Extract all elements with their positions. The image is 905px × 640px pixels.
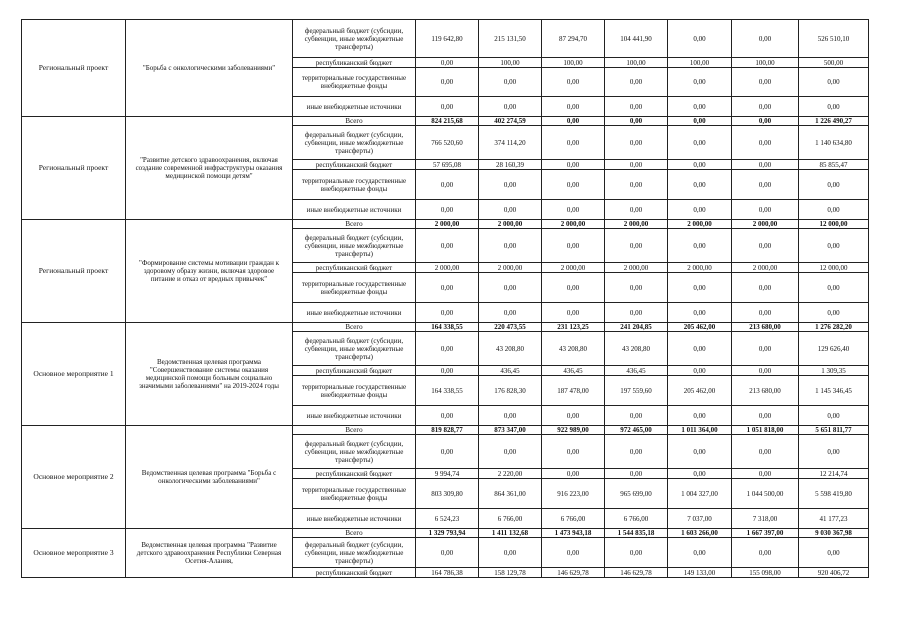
program-name-cell: Ведомственная целевая программа "Борьба с онкологическими заболеваниями" — [126, 426, 293, 529]
amount-cell: 0,00 — [416, 68, 479, 97]
amount-cell: 6 524,23 — [416, 509, 479, 529]
total-amount-cell: 5 651 811,77 — [799, 426, 869, 435]
amount-cell: 0,00 — [732, 469, 799, 479]
table-row — [22, 20, 869, 58]
amount-cell: 2 220,00 — [479, 469, 542, 479]
funding-source-cell: иные внебюджетные источники — [293, 97, 416, 117]
amount-cell: 2 000,00 — [668, 263, 732, 273]
total-amount-cell: 0,00 — [799, 538, 869, 568]
amount-cell: 146 629,78 — [542, 568, 605, 578]
amount-cell: 0,00 — [668, 435, 732, 469]
amount-cell: 2 000,00 — [732, 220, 799, 229]
amount-cell: 176 828,30 — [479, 376, 542, 406]
amount-cell: 0,00 — [479, 97, 542, 117]
amount-cell: 0,00 — [542, 68, 605, 97]
amount-cell: 803 309,80 — [416, 479, 479, 509]
funding-source-cell: Всего — [293, 323, 416, 332]
amount-cell: 0,00 — [479, 303, 542, 323]
amount-cell: 220 473,55 — [479, 323, 542, 332]
amount-cell: 0,00 — [542, 469, 605, 479]
amount-cell: 436,45 — [479, 366, 542, 376]
amount-cell: 104 441,90 — [605, 20, 668, 58]
amount-cell: 0,00 — [668, 406, 732, 426]
amount-cell: 0,00 — [668, 273, 732, 303]
amount-cell: 205 462,00 — [668, 323, 732, 332]
amount-cell: 100,00 — [605, 58, 668, 68]
amount-cell: 2 000,00 — [416, 220, 479, 229]
amount-cell: 6 766,00 — [605, 509, 668, 529]
amount-cell: 0,00 — [605, 200, 668, 220]
amount-cell: 43 208,80 — [479, 332, 542, 366]
amount-cell: 0,00 — [732, 200, 799, 220]
amount-cell: 374 114,20 — [479, 126, 542, 160]
amount-cell: 0,00 — [668, 97, 732, 117]
program-name-cell: "Развитие детского здравоохранения, включая создание современной инфраструктуры оказания медицинской помощи детям" — [126, 117, 293, 220]
amount-cell: 0,00 — [416, 366, 479, 376]
amount-cell: 0,00 — [479, 229, 542, 263]
amount-cell: 0,00 — [732, 20, 799, 58]
amount-cell: 1 667 397,00 — [732, 529, 799, 538]
amount-cell: 213 680,00 — [732, 323, 799, 332]
total-amount-cell: 41 177,23 — [799, 509, 869, 529]
total-amount-cell: 1 145 346,45 — [799, 376, 869, 406]
activity-type-cell: Региональный проект — [22, 20, 126, 117]
amount-cell: 164 338,55 — [416, 376, 479, 406]
activity-type-cell: Региональный проект — [22, 117, 126, 220]
funding-source-cell: иные внебюджетные источники — [293, 200, 416, 220]
funding-source-cell: Всего — [293, 220, 416, 229]
funding-source-cell: территориальные государственные внебюджетные фонды — [293, 479, 416, 509]
amount-cell: 0,00 — [605, 117, 668, 126]
funding-source-cell: республиканский бюджет — [293, 160, 416, 170]
amount-cell: 972 465,00 — [605, 426, 668, 435]
amount-cell: 0,00 — [605, 126, 668, 160]
amount-cell: 87 294,70 — [542, 20, 605, 58]
amount-cell: 0,00 — [416, 273, 479, 303]
amount-cell: 0,00 — [668, 68, 732, 97]
amount-cell: 1 051 818,00 — [732, 426, 799, 435]
amount-cell: 0,00 — [732, 229, 799, 263]
amount-cell: 0,00 — [668, 126, 732, 160]
amount-cell: 0,00 — [605, 68, 668, 97]
amount-cell: 2 000,00 — [542, 263, 605, 273]
amount-cell: 1 603 266,00 — [668, 529, 732, 538]
amount-cell: 0,00 — [542, 117, 605, 126]
total-amount-cell: 526 510,10 — [799, 20, 869, 58]
total-amount-cell: 0,00 — [799, 68, 869, 97]
table-row — [22, 529, 869, 538]
amount-cell: 0,00 — [605, 303, 668, 323]
amount-cell: 0,00 — [605, 406, 668, 426]
amount-cell: 0,00 — [732, 435, 799, 469]
amount-cell: 0,00 — [416, 332, 479, 366]
amount-cell: 0,00 — [416, 406, 479, 426]
total-amount-cell: 0,00 — [799, 303, 869, 323]
amount-cell: 0,00 — [542, 538, 605, 568]
amount-cell: 0,00 — [479, 200, 542, 220]
program-name-cell: "Борьба с онкологическими заболеваниями" — [126, 20, 293, 117]
amount-cell: 9 994,74 — [416, 469, 479, 479]
amount-cell: 158 129,78 — [479, 568, 542, 578]
total-amount-cell: 0,00 — [799, 273, 869, 303]
amount-cell: 0,00 — [542, 435, 605, 469]
total-amount-cell: 85 855,47 — [799, 160, 869, 170]
amount-cell: 0,00 — [605, 538, 668, 568]
amount-cell: 922 989,00 — [542, 426, 605, 435]
amount-cell: 0,00 — [416, 97, 479, 117]
amount-cell: 0,00 — [605, 469, 668, 479]
amount-cell: 1 544 835,18 — [605, 529, 668, 538]
funding-source-cell: территориальные государственные внебюджетные фонды — [293, 273, 416, 303]
amount-cell: 1 044 500,00 — [732, 479, 799, 509]
amount-cell: 0,00 — [732, 160, 799, 170]
amount-cell: 215 131,50 — [479, 20, 542, 58]
amount-cell: 0,00 — [732, 117, 799, 126]
amount-cell: 231 123,25 — [542, 323, 605, 332]
amount-cell: 0,00 — [668, 366, 732, 376]
total-amount-cell: 920 406,72 — [799, 568, 869, 578]
amount-cell: 2 000,00 — [668, 220, 732, 229]
amount-cell: 100,00 — [732, 58, 799, 68]
amount-cell: 0,00 — [479, 273, 542, 303]
amount-cell: 57 695,08 — [416, 160, 479, 170]
amount-cell: 43 208,80 — [542, 332, 605, 366]
amount-cell: 0,00 — [542, 406, 605, 426]
amount-cell: 436,45 — [605, 366, 668, 376]
amount-cell: 0,00 — [416, 200, 479, 220]
amount-cell: 0,00 — [542, 170, 605, 200]
amount-cell: 2 000,00 — [479, 263, 542, 273]
amount-cell: 0,00 — [668, 117, 732, 126]
funding-source-cell: Всего — [293, 529, 416, 538]
total-amount-cell: 12 214,74 — [799, 469, 869, 479]
amount-cell: 1 329 793,94 — [416, 529, 479, 538]
amount-cell: 6 766,00 — [542, 509, 605, 529]
amount-cell: 0,00 — [732, 97, 799, 117]
total-amount-cell: 0,00 — [799, 435, 869, 469]
amount-cell: 205 462,00 — [668, 376, 732, 406]
amount-cell: 0,00 — [542, 273, 605, 303]
amount-cell: 43 208,80 — [605, 332, 668, 366]
total-amount-cell: 1 276 282,20 — [799, 323, 869, 332]
amount-cell: 0,00 — [479, 538, 542, 568]
amount-cell: 2 000,00 — [605, 220, 668, 229]
funding-source-cell: иные внебюджетные источники — [293, 406, 416, 426]
amount-cell: 0,00 — [668, 170, 732, 200]
amount-cell: 2 000,00 — [605, 263, 668, 273]
funding-source-cell: республиканский бюджет — [293, 568, 416, 578]
program-name-cell: "Формирование системы мотивации граждан к здоровому образу жизни, включая здоровое питание и отказ от вредных привычек" — [126, 220, 293, 323]
amount-cell: 0,00 — [732, 170, 799, 200]
activity-type-cell: Региональный проект — [22, 220, 126, 323]
amount-cell: 0,00 — [605, 170, 668, 200]
amount-cell: 6 766,00 — [479, 509, 542, 529]
total-amount-cell: 0,00 — [799, 97, 869, 117]
amount-cell: 0,00 — [416, 435, 479, 469]
amount-cell: 0,00 — [416, 170, 479, 200]
amount-cell: 0,00 — [416, 303, 479, 323]
amount-cell: 402 274,59 — [479, 117, 542, 126]
total-amount-cell: 12 000,00 — [799, 263, 869, 273]
amount-cell: 119 642,80 — [416, 20, 479, 58]
amount-cell: 100,00 — [668, 58, 732, 68]
amount-cell: 0,00 — [605, 273, 668, 303]
activity-type-cell: Основное мероприятие 1 — [22, 323, 126, 426]
amount-cell: 965 699,00 — [605, 479, 668, 509]
funding-source-cell: иные внебюджетные источники — [293, 303, 416, 323]
funding-source-cell: территориальные государственные внебюджетные фонды — [293, 376, 416, 406]
amount-cell: 2 000,00 — [732, 263, 799, 273]
amount-cell: 0,00 — [605, 97, 668, 117]
amount-cell: 155 098,00 — [732, 568, 799, 578]
funding-source-cell: иные внебюджетные источники — [293, 509, 416, 529]
amount-cell: 0,00 — [668, 200, 732, 220]
amount-cell: 2 000,00 — [416, 263, 479, 273]
amount-cell: 0,00 — [732, 406, 799, 426]
amount-cell: 436,45 — [542, 366, 605, 376]
funding-source-cell: федеральный бюджет (субсидии, субвенции, иные межбюджетные трансферты) — [293, 126, 416, 160]
amount-cell: 0,00 — [416, 538, 479, 568]
amount-cell: 0,00 — [668, 538, 732, 568]
amount-cell: 100,00 — [479, 58, 542, 68]
amount-cell: 1 411 132,68 — [479, 529, 542, 538]
funding-source-cell: федеральный бюджет (субсидии, субвенции, иные межбюджетные трансферты) — [293, 20, 416, 58]
table-row — [22, 426, 869, 435]
funding-source-cell: федеральный бюджет (субсидии, субвенции, иные межбюджетные трансферты) — [293, 538, 416, 568]
funding-source-cell: Всего — [293, 117, 416, 126]
amount-cell: 1 011 364,00 — [668, 426, 732, 435]
program-name-cell: Ведомственная целевая программа "Развитие детского здравоохранения Республики Северная Осетия-Алания, — [126, 529, 293, 578]
funding-table — [21, 19, 869, 578]
amount-cell: 100,00 — [542, 58, 605, 68]
funding-source-cell: Всего — [293, 426, 416, 435]
funding-source-cell: республиканский бюджет — [293, 366, 416, 376]
amount-cell: 149 133,00 — [668, 568, 732, 578]
amount-cell: 0,00 — [668, 332, 732, 366]
program-name-cell: Ведомственная целевая программа "Совершенствование системы оказания медицинской помощи больным социально значимыми заболеваниями" на 2019-2024 годы — [126, 323, 293, 426]
total-amount-cell: 9 030 367,98 — [799, 529, 869, 538]
amount-cell: 2 000,00 — [542, 220, 605, 229]
table-row — [22, 117, 869, 126]
amount-cell: 0,00 — [479, 170, 542, 200]
amount-cell: 0,00 — [416, 58, 479, 68]
amount-cell: 0,00 — [416, 229, 479, 263]
amount-cell: 164 786,38 — [416, 568, 479, 578]
total-amount-cell: 1 140 634,80 — [799, 126, 869, 160]
total-amount-cell: 5 598 419,80 — [799, 479, 869, 509]
amount-cell: 0,00 — [479, 68, 542, 97]
amount-cell: 7 318,00 — [732, 509, 799, 529]
amount-cell: 0,00 — [732, 332, 799, 366]
total-amount-cell: 0,00 — [799, 406, 869, 426]
amount-cell: 146 629,78 — [605, 568, 668, 578]
amount-cell: 0,00 — [732, 68, 799, 97]
amount-cell: 0,00 — [542, 160, 605, 170]
amount-cell: 0,00 — [732, 538, 799, 568]
amount-cell: 0,00 — [542, 126, 605, 160]
amount-cell: 164 338,55 — [416, 323, 479, 332]
table-row — [22, 323, 869, 332]
amount-cell: 1 473 943,18 — [542, 529, 605, 538]
amount-cell: 0,00 — [542, 97, 605, 117]
amount-cell: 241 204,85 — [605, 323, 668, 332]
amount-cell: 7 037,00 — [668, 509, 732, 529]
total-amount-cell: 0,00 — [799, 170, 869, 200]
amount-cell: 0,00 — [668, 303, 732, 323]
amount-cell: 213 680,00 — [732, 376, 799, 406]
amount-cell: 0,00 — [542, 229, 605, 263]
amount-cell: 197 559,60 — [605, 376, 668, 406]
funding-source-cell: территориальные государственные внебюджетные фонды — [293, 68, 416, 97]
amount-cell: 1 004 327,00 — [668, 479, 732, 509]
amount-cell: 0,00 — [668, 469, 732, 479]
total-amount-cell: 1 226 490,27 — [799, 117, 869, 126]
amount-cell: 0,00 — [605, 160, 668, 170]
amount-cell: 0,00 — [668, 20, 732, 58]
amount-cell: 916 223,00 — [542, 479, 605, 509]
amount-cell: 766 520,60 — [416, 126, 479, 160]
funding-source-cell: территориальные государственные внебюджетные фонды — [293, 170, 416, 200]
amount-cell: 0,00 — [479, 406, 542, 426]
table-row — [22, 220, 869, 229]
amount-cell: 2 000,00 — [479, 220, 542, 229]
amount-cell: 0,00 — [732, 303, 799, 323]
activity-type-cell: Основное мероприятие 3 — [22, 529, 126, 578]
amount-cell: 864 361,00 — [479, 479, 542, 509]
funding-source-cell: республиканский бюджет — [293, 58, 416, 68]
total-amount-cell: 500,00 — [799, 58, 869, 68]
total-amount-cell: 12 000,00 — [799, 220, 869, 229]
activity-type-cell: Основное мероприятие 2 — [22, 426, 126, 529]
total-amount-cell: 1 309,35 — [799, 366, 869, 376]
amount-cell: 819 828,77 — [416, 426, 479, 435]
amount-cell: 28 160,39 — [479, 160, 542, 170]
amount-cell: 0,00 — [605, 229, 668, 263]
amount-cell: 0,00 — [479, 435, 542, 469]
amount-cell: 0,00 — [542, 200, 605, 220]
amount-cell: 873 347,00 — [479, 426, 542, 435]
amount-cell: 0,00 — [668, 160, 732, 170]
amount-cell: 0,00 — [605, 435, 668, 469]
funding-source-cell: республиканский бюджет — [293, 469, 416, 479]
funding-source-cell: федеральный бюджет (субсидии, субвенции, иные межбюджетные трансферты) — [293, 332, 416, 366]
funding-source-cell: республиканский бюджет — [293, 263, 416, 273]
amount-cell: 0,00 — [732, 366, 799, 376]
total-amount-cell: 129 626,40 — [799, 332, 869, 366]
amount-cell: 0,00 — [732, 126, 799, 160]
funding-source-cell: федеральный бюджет (субсидии, субвенции, иные межбюджетные трансферты) — [293, 435, 416, 469]
funding-source-cell: федеральный бюджет (субсидии, субвенции, иные межбюджетные трансферты) — [293, 229, 416, 263]
amount-cell: 187 478,00 — [542, 376, 605, 406]
amount-cell: 824 215,68 — [416, 117, 479, 126]
total-amount-cell: 0,00 — [799, 229, 869, 263]
amount-cell: 0,00 — [732, 273, 799, 303]
amount-cell: 0,00 — [668, 229, 732, 263]
amount-cell: 0,00 — [542, 303, 605, 323]
total-amount-cell: 0,00 — [799, 200, 869, 220]
